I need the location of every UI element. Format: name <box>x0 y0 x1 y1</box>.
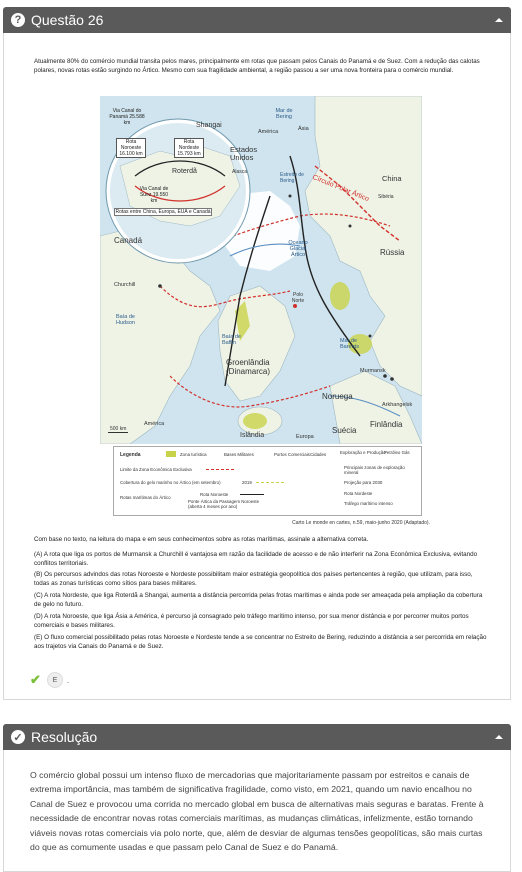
map-label-roterda: Roterdã <box>172 168 197 175</box>
option-a[interactable]: (A) A rota que liga os portos de Murmansk a Churchill é vantajosa em razão da facilidade de acesso e de não interferir na Zona Econômica Exclusiva, evitando conflitos territoriais. <box>34 551 478 567</box>
legend-2019: 2019 <box>242 480 252 485</box>
map-label-siberia: Sibéria <box>378 194 394 200</box>
map-label-eua: Estados Unidos <box>230 145 258 162</box>
legend-bases: Bases Militares <box>224 452 254 457</box>
question-title: Questão 26 <box>31 12 104 28</box>
legend-exploracao: Exploração e Produção <box>340 450 386 455</box>
map-label-canada: Canadá <box>114 236 143 245</box>
checkmark-icon: ✔ <box>30 672 41 687</box>
legend-cobertura-line <box>256 482 284 483</box>
map-label-northeast: Rota Nordeste 15.793 km <box>174 138 204 158</box>
option-c[interactable]: (C) A rota Nordeste, que liga Roterdã a Shangai, aumenta a distância percorrida pelas frotas marítimas e ainda pode ser ameaçada pela ampliação da cobertura de gelo no futuro. <box>34 592 483 608</box>
map-source: Carto Le monde en cartes, n.59, maio-junho 2020 (Adaptado). <box>292 520 430 526</box>
resolution-text: O comércio global possui um intenso fluxo de mercadorias que majoritariamente passam por estreitos e canais de extrema importância, mas também de significativa fragilidade, como visto, em 2021, quando um navio encalhou no Canal de Suez e provocou uma corrida no mercado global em busca de alternativas mais seguras e baratas. Frente à necessidade de encontrar novas rotas comerciais marítimas, as mudanças climáticas, infelizmente, estão tornando viáveis novas rotas comerciais via polo norte, que, além de desviar de algumas tensões geopolíticas, são mais curtas do que as comumente usadas e que passam pelo Canal de Suez e do Panamá. <box>30 770 484 853</box>
legend-title: Legenda <box>120 452 141 458</box>
map-label-america-south: América <box>144 421 165 427</box>
option-b[interactable]: (B) Os percursos advindos das rotas Noroeste e Nordeste possibilitam maior estratégia geopolítica dos países pertencentes à região, que utilizam, para isso, todas as zonas turísticas como sítios para bases militares. <box>34 571 473 587</box>
check-circle-icon: ✓ <box>11 730 25 744</box>
option-e[interactable]: (E) O fluxo comercial possibilitado pelas rotas Noroeste e Nordeste tende a se concentrar no Estreito de Bering, reduzindo a distância a ser percorrida em relação aos trajetos via Canais do Panamá e de Suez. <box>34 634 487 650</box>
legend-petroleo-gas: Petróleo Gás <box>384 450 410 455</box>
map-label-suecia: Suécia <box>332 426 357 435</box>
legend-rota-noroeste: Rota Noroeste <box>200 492 229 497</box>
legend-portos: Portos Comerciais <box>274 452 310 457</box>
legend-cidades: Cidades <box>310 452 327 457</box>
map-label-bering-sea: Mar de Bering <box>275 108 293 120</box>
map-label-europa: Europa <box>296 434 314 440</box>
legend-rotas: Rotas marítimas do Ártico <box>120 495 171 500</box>
map-label-polo: Polo Norte <box>291 292 305 304</box>
legend-zona-swatch <box>166 451 176 457</box>
question-intro: Atualmente 80% do comércio mundial transita pelos mares, principalmente em rotas que passam pelos Canais do Panamá e de Suez. Com a redução das calotas polares, novas rotas estão surgindo no Ártico. Mesmo com sua fragilidade ambiental, a região passou a ser uma nova fronteira para o comércio mundial. <box>34 58 480 74</box>
answer-badge: E <box>47 672 63 688</box>
collapse-caret-icon[interactable] <box>495 735 503 739</box>
resolution-title: Resolução <box>31 729 98 745</box>
map-label-alasca: Alasca <box>232 169 248 175</box>
map-label-panama: Via Canal do Panamá 25.588 km <box>109 108 145 126</box>
map-label-asia: Ásia <box>298 126 309 132</box>
map-label-suez: Via Canal de Suez 19.550 km <box>139 186 169 204</box>
map-label-estreito: Estreito de Bering <box>280 172 304 184</box>
resolution-header[interactable] <box>3 724 511 750</box>
map-label-russia: Rússia <box>380 248 405 257</box>
map-label-barents: Mar de Barents <box>340 338 359 350</box>
option-d[interactable]: (D) A rota Noroeste, que liga Ásia a América, é percurso já consagrado pelo tráfego marítimo intenso, por sua menor distância e por percorrer muitos portos comerciais e bases militares. <box>34 613 469 629</box>
map-label-groenlandia: Groenlândia (Dinamarca) <box>226 358 271 376</box>
legend-principais: Principais zonas de exploração mineral <box>344 465 405 475</box>
legend-projecao: Projeção para 2030 <box>344 480 383 485</box>
legend-ponte: Ponte Ártica da Passagem Noroeste (aberta 4 meses por ano) <box>188 499 260 509</box>
map-label-northwest: Rota Noroeste 16.100 km <box>116 138 146 158</box>
map-legend <box>113 446 422 516</box>
map-label-america: América <box>258 129 279 135</box>
legend-limite-line <box>206 469 234 470</box>
map-label-finlandia: Finlândia <box>370 420 403 429</box>
map-label-ocean: Oceano Glacial Ártico <box>288 240 308 258</box>
answer-suffix: . <box>66 675 70 685</box>
map-label-churchill: Churchill <box>114 282 136 288</box>
map-label-routes: Rotas entre China, Europa, EUA e Canadá <box>115 209 211 215</box>
map-label-noruega: Noruega <box>322 392 353 401</box>
question-prompt: Com base no texto, na leitura do mapa e em seus conhecimentos sobre as rotas marítimas, assinale a alternativa correta. <box>34 536 369 543</box>
question-mark-icon: ? <box>11 13 25 27</box>
arctic-map <box>100 96 422 444</box>
legend-noroeste-line <box>240 494 264 495</box>
question-header[interactable] <box>3 7 511 33</box>
map-label-china: China <box>382 174 402 183</box>
map-label-murmansk: Murmansk <box>360 368 386 374</box>
legend-cobertura: Cobertura do gelo marinho no Ártico (em setembro) <box>120 480 221 485</box>
answer-row <box>30 672 69 688</box>
legend-trafego: Tráfego marítimo intenso <box>344 501 393 506</box>
legend-zona: Zona turística <box>180 452 207 457</box>
map-label-hudson: Baía de Hudson <box>116 314 135 326</box>
map-scale: 500 km <box>110 426 127 432</box>
collapse-caret-icon[interactable] <box>495 18 503 22</box>
map-label-islandia: Islândia <box>240 432 265 439</box>
legend-rota-nordeste: Rota Nordeste <box>344 491 373 496</box>
map-label-baffin: Baía de Baffin <box>222 334 241 346</box>
map-label-shangai: Shangai <box>196 122 222 129</box>
legend-limite: Limite da Zona Econômica Exclusiva <box>120 467 192 472</box>
map-label-arkhangelsk: Arkhangelsk <box>382 402 413 408</box>
map-label-polar-circle: Círculo Polar Ártico <box>311 174 370 204</box>
